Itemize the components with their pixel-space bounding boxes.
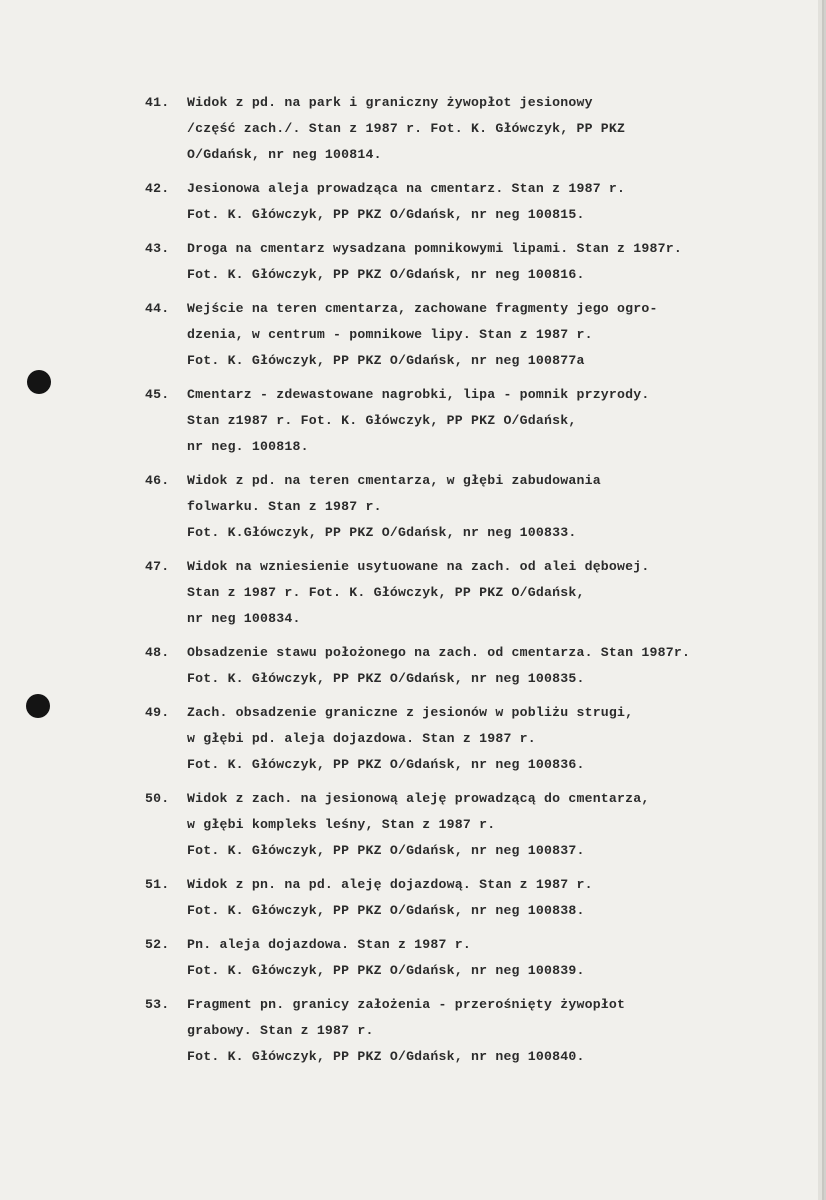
entry-number: 41.	[145, 95, 170, 110]
list-item	[145, 992, 825, 1070]
entry-line: Widok na wzniesienie usytuowane na zach. od alei dębowej.	[187, 559, 650, 574]
entry-line: dzenia, w centrum - pomnikowe lipy. Stan z 1987 r.	[187, 327, 593, 342]
list-item	[145, 700, 825, 778]
entry-text	[187, 296, 825, 374]
entry-line: grabowy. Stan z 1987 r.	[187, 1023, 374, 1038]
entry-line: Fot. K.Główczyk, PP PKZ O/Gdańsk, nr neg 100833.	[187, 525, 577, 540]
entry-number: 47.	[145, 559, 170, 574]
entry-line: nr neg. 100818.	[187, 439, 309, 454]
list-item	[145, 640, 825, 692]
entry-line: Droga na cmentarz wysadzana pomnikowymi lipami. Stan z 1987r.	[187, 241, 682, 256]
entry-line: Fragment pn. granicy założenia - przerośnięty żywopłot	[187, 997, 626, 1012]
entry-line: Fot. K. Główczyk, PP PKZ O/Gdańsk, nr neg 100837.	[187, 843, 585, 858]
entry-text	[187, 932, 825, 984]
entry-line: Fot. K. Główczyk, PP PKZ O/Gdańsk, nr neg 100877a	[187, 353, 585, 368]
punch-hole-upper	[27, 370, 51, 394]
entry-line: Zach. obsadzenie graniczne z jesionów w pobliżu strugi,	[187, 705, 634, 720]
entry-line: Widok z pd. na park i graniczny żywopłot jesionowy	[187, 95, 593, 110]
entry-line: Pn. aleja dojazdowa. Stan z 1987 r.	[187, 937, 471, 952]
entry-line: Fot. K. Główczyk, PP PKZ O/Gdańsk, nr neg 100838.	[187, 903, 585, 918]
entry-text	[187, 236, 825, 288]
list-item	[145, 932, 825, 984]
list-item	[145, 468, 825, 546]
entry-line: Jesionowa aleja prowadząca na cmentarz. Stan z 1987 r.	[187, 181, 626, 196]
entry-line: Fot. K. Główczyk, PP PKZ O/Gdańsk, nr neg 100816.	[187, 267, 585, 282]
entry-number: 49.	[145, 705, 170, 720]
list-item	[145, 786, 825, 864]
entry-number: 48.	[145, 645, 170, 660]
entry-line: w głębi kompleks leśny, Stan z 1987 r.	[187, 817, 496, 832]
entry-number: 44.	[145, 301, 170, 316]
entry-line: Wejście na teren cmentarza, zachowane fragmenty jego ogro-	[187, 301, 658, 316]
entry-line: Fot. K. Główczyk, PP PKZ O/Gdańsk, nr neg 100815.	[187, 207, 585, 222]
entry-line: Fot. K. Główczyk, PP PKZ O/Gdańsk, nr neg 100839.	[187, 963, 585, 978]
entry-text	[187, 640, 825, 692]
entry-line: Widok z pd. na teren cmentarza, w głębi zabudowania	[187, 473, 601, 488]
entry-line: nr neg 100834.	[187, 611, 301, 626]
entry-number: 45.	[145, 387, 170, 402]
list-item	[145, 554, 825, 632]
entry-text	[187, 176, 825, 228]
entry-number: 46.	[145, 473, 170, 488]
entry-number: 43.	[145, 241, 170, 256]
entry-line: folwarku. Stan z 1987 r.	[187, 499, 382, 514]
entry-line: Fot. K. Główczyk, PP PKZ O/Gdańsk, nr neg 100840.	[187, 1049, 585, 1064]
entry-line: w głębi pd. aleja dojazdowa. Stan z 1987 r.	[187, 731, 536, 746]
list-item	[145, 296, 825, 374]
entry-text	[187, 872, 825, 924]
entry-text	[187, 700, 825, 778]
list-item	[145, 382, 825, 460]
list-item	[145, 90, 825, 168]
entry-line: Fot. K. Główczyk, PP PKZ O/Gdańsk, nr neg 100836.	[187, 757, 585, 772]
entry-line: Obsadzenie stawu położonego na zach. od cmentarza. Stan 1987r.	[187, 645, 691, 660]
photo-list	[145, 90, 825, 1078]
entry-line: Widok z zach. na jesionową aleję prowadzącą do cmentarza,	[187, 791, 650, 806]
entry-text	[187, 382, 825, 460]
entry-number: 42.	[145, 181, 170, 196]
entry-text	[187, 90, 825, 168]
entry-line: /część zach./. Stan z 1987 r. Fot. K. Główczyk, PP PKZ	[187, 121, 626, 136]
entry-text	[187, 554, 825, 632]
entry-line: Stan z1987 r. Fot. K. Główczyk, PP PKZ O/Gdańsk,	[187, 413, 577, 428]
entry-line: Cmentarz - zdewastowane nagrobki, lipa - pomnik przyrody.	[187, 387, 650, 402]
entry-line: O/Gdańsk, nr neg 100814.	[187, 147, 382, 162]
list-item	[145, 176, 825, 228]
entry-number: 53.	[145, 997, 170, 1012]
entry-line: Widok z pn. na pd. aleję dojazdową. Stan z 1987 r.	[187, 877, 593, 892]
punch-hole-lower	[26, 694, 50, 718]
entry-text	[187, 786, 825, 864]
entry-text	[187, 468, 825, 546]
entry-text	[187, 992, 825, 1070]
entry-line: Fot. K. Główczyk, PP PKZ O/Gdańsk, nr neg 100835.	[187, 671, 585, 686]
entry-number: 50.	[145, 791, 170, 806]
list-item	[145, 236, 825, 288]
entry-number: 52.	[145, 937, 170, 952]
entry-number: 51.	[145, 877, 170, 892]
entry-line: Stan z 1987 r. Fot. K. Główczyk, PP PKZ O/Gdańsk,	[187, 585, 585, 600]
list-item	[145, 872, 825, 924]
